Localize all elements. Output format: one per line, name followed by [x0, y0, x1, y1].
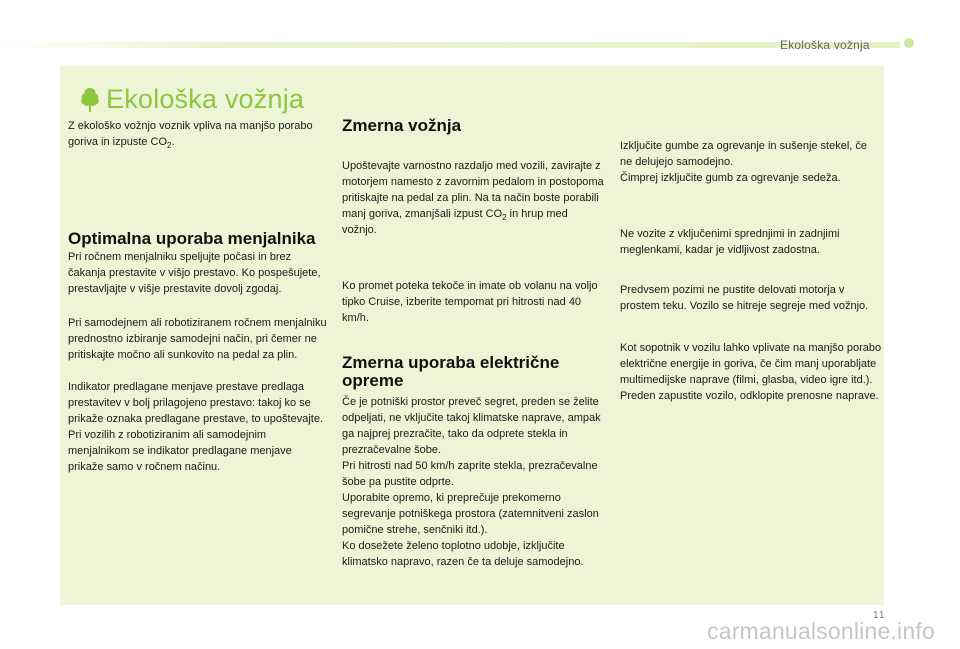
watermark: carmanualsonline.info: [707, 618, 935, 644]
col3-paragraph-4b: Preden zapustite vozilo, odklopite prenosne naprave.: [620, 390, 879, 402]
optimal-paragraph-3a: Indikator predlagane menjave prestave predlaga prestavitev v bolj prilagojeno prestavo: takoj ko se prikaže oznaka predlagane prestave, to upoštevajte.: [68, 381, 323, 425]
col3-paragraph-1a: Izključite gumbe za ogrevanje in sušenje stekel, če ne delujejo samodejno.: [620, 140, 868, 168]
electric-line-2: Pri hitrosti nad 50 km/h zaprite stekla, prezračevalne šobe pa pustite odprte.: [342, 460, 598, 488]
page-title-group: [80, 84, 304, 115]
electric-line-4: Ko dosežete želeno toplotno udobje, izključite klimatsko napravo, razen če ta deluje samodejno.: [342, 540, 584, 568]
electric-line-1: Če je potniški prostor preveč segret, preden se želite odpeljati, ne vključite takoj klimatske naprave, ampak ga najprej prezračite, tako da odprete stekla in prezračevalne šobe.: [342, 396, 601, 456]
smooth-paragraph-1: Upoštevajte varnostno razdaljo med vozili, zavirajte z motorjem namesto z zavornim pedalom in postopoma pritiskajte na pedal za plin. Na ta način boste porabili manj goriva, zmanjšali izpust $CO_2$ in hrup med vožnjo.: [342, 160, 604, 236]
intro-paragraph: Z ekološko vožnjo voznik vpliva na manjšo porabo goriva in izpuste $CO_2$.: [68, 120, 313, 150]
section-heading-smooth: Zmerna vožnja: [342, 116, 462, 135]
column-1: [68, 118, 330, 475]
header-title: Ekološka vožnja: [780, 38, 870, 52]
col3-paragraph-4a: Kot sopotnik v vozilu lahko vplivate na manjšo porabo električne energije in goriva, če čim manj uporabljate multimedijske naprave (filmi, glasba, video igre itd.).: [620, 342, 882, 386]
optimal-paragraph-2: Pri samodejnem ali robotiziranem ročnem menjalniku prednostno izbiranje samodejni način, pri čemer ne pritiskajte močno ali sunkovito na pedal za plin.: [68, 317, 327, 361]
col3-paragraph-3: Predvsem pozimi ne pustite delovati motorja v prostem teku. Vozilo se hitreje segreje med vožnjo.: [620, 284, 869, 312]
smooth-paragraph-2: Ko promet poteka tekoče in imate ob volanu na voljo tipko Cruise, izberite tempomat pri hitrosti nad 40 km/h.: [342, 280, 598, 324]
page-number: 11: [873, 610, 886, 621]
column-3: [620, 138, 882, 404]
column-2: [342, 117, 604, 570]
header-dot-icon: [904, 38, 914, 48]
tree-icon: [80, 87, 100, 113]
section-heading-electric: Zmerna uporaba električne opreme: [342, 353, 560, 390]
optimal-paragraph-3b: Pri vozilih z robotiziranim ali samodejnim menjalnikom se indikator predlagane menjave prikaže samo v ročnem načinu.: [68, 429, 292, 473]
electric-line-3: Uporabite opremo, ki preprečuje prekomerno segrevanje potniškega prostora (zatemnitveni zaslon pomične strehe, senčniki itd.).: [342, 492, 599, 536]
col3-paragraph-1b: Čimprej izključite gumb za ogrevanje sedeža.: [620, 172, 841, 184]
optimal-paragraph-1: Pri ročnem menjalniku speljujte počasi in brez čakanja prestavite v višjo prestavo. Ko pospešujete, prestavljajte v višje prestavite dovolj zgodaj.: [68, 251, 321, 295]
header-bar: [0, 42, 900, 48]
page-title: Ekološka vožnja: [106, 84, 305, 114]
col3-paragraph-2: Ne vozite z vključenimi sprednjimi in zadnjimi meglenkami, kadar je vidljivost zadostna.: [620, 228, 840, 256]
section-heading-optimal: Optimalna uporaba menjalnika: [68, 229, 316, 248]
